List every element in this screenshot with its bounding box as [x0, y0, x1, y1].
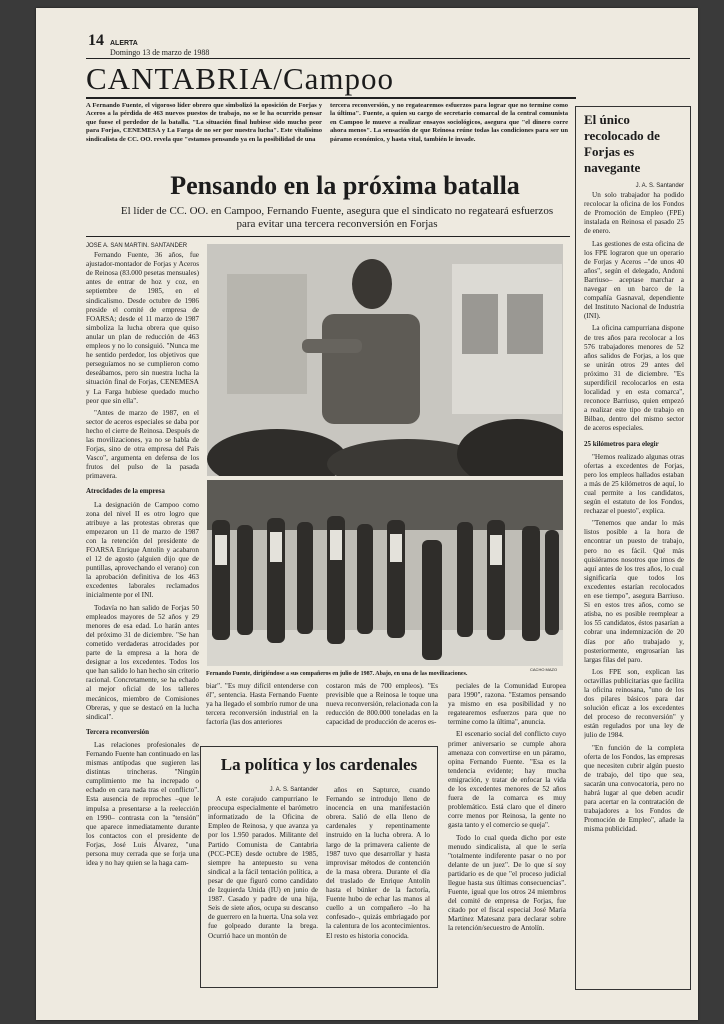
page-number: 14 — [88, 32, 104, 49]
article-column-2 — [206, 682, 318, 744]
paragraph: costaron más de 700 empleos). "Es previsible que a Reinosa le toque una nueva reconversión, relacionada con la reducción de 800.000 toneladas en la capacidad de producción de aceros es- — [326, 682, 438, 727]
paragraph: A este corajudo campurriano le preocupa especialmente el barómetro informatizado de la Oficina de Empleo de Reinosa, y que avanza ya por los 1.950 parados. Militante del Partido Comunista de Cantabria (PCC-PCE) desde octubre de 1985, siempre ha antepuesto su vena sindical a la fácil tentación política, a pesar de que figuró como candidato de Izquierda Unida (IU) en junio de 1987. Casado y padre de una hija, Seis de siete años, ocupa su descanso de guerrero en la huerta. Una sola vez fue golpeado durante la brega. Ocurrió hace un montón de — [208, 795, 318, 940]
section-rule — [86, 97, 576, 99]
subhead: Atrocidades de la empresa — [86, 487, 165, 496]
paragraph: Las relaciones profesionales de Fernando Fuente han continuado en las mismas antípodas que sugieren las distintas trincheras. "Ningún cumplimiento me ha increpado o echado en cara nada tras el conflicto". Esta ausencia de reproches –que le impulsa a presentarse a la reelección en 1990– contrasta con la "tensión" que aparece inmediatamente durante los contactos con el presidente de Forjas, José Luis Álvarez, "una persona muy cerrada que se forja una idea y no hay quien se la haga cam- — [86, 740, 199, 868]
paragraph: La designación de Campoo como zona del nivel II es otro logro que atribuye a las protestas obreras que empezaron un 11 de marzo de 1987 con la retención del presidente de FOARSA Enrique Antolín y acabaron el 12 de agosto (alguien dijo que de puntillas, aprovechando el verano) con la aprobación definitiva de los 463 excedentes laborales reclamados inicialmente por el INI. — [86, 500, 199, 600]
article-column-3 — [326, 682, 438, 744]
photo-caption: Fernando Fuente, dirigiéndose a sus compañeros en julio de 1987. Abajo, en una de las movilizaciones. — [206, 671, 468, 677]
lede-right: tercera reconversión, y no regatearemos esfuerzos para lograr que no termine como la última". Fuente, a quien su cargo de secretario comarcal de la central comunista en Campoo le mueve a realizar ensayos sociológicos, asegura que "el dinero corre ahora menos". La sensación de que Reinosa reúne todas las condiciones para ser un páramo económico, y hasta vital, también le invade. — [330, 102, 568, 143]
paragraph: "Hemos realizado algunas otras ofertas a excedentes de Forjas, pero los empleos hallados estaban a más de 25 kilómetros de aquí, lo cual permite a los candidatos, según el estatuto de los Fondos, rechazar el puesto", explica. — [584, 452, 684, 516]
sidebar-column — [584, 112, 684, 984]
paragraph: "Antes de marzo de 1987, en el sector de aceros especiales se daba por hecho el cierre de Reinosa. Después de las movilizaciones, ya no se habla de Forjas, sino de otra empresa del País Vasco", argumenta en defensa de los frutos del pulso de la pasada primavera. — [86, 408, 199, 481]
secondary-article-column-2 — [326, 786, 430, 984]
issue-date: Domingo 13 de marzo de 1988 — [110, 48, 210, 57]
lede-left: A Fernando Fuente, el vigoroso líder obrero que simbolizó la oposición de Forjas y Aceros a la pérdida de 463 nuevos puestos de trabajo, no se le ha ocurrido pensar que fuese el perdedor de la batalla. "La situación final hubiese sido mucho peor para Forjas, CENEMESA y La Farga de no ser por nuestra lucha". Este vitalísimo sindicalista de CC. OO. revela que "estamos pensando ya en la posibilidad de una — [86, 102, 322, 143]
paragraph: Las gestiones de esta oficina de los FPE lograron que un operario de Forjas y Aceros –"de unos 40 años", según el delegado, Andoni Barriuso– aceptase marchar a navegar en un barco de la compañía Gasnaval, dependiente del Instituto Nacional de Industria (INI). — [584, 239, 684, 321]
header-rule — [86, 58, 690, 59]
paragraph: Todavía no han salido de Forjas 50 empleados mayores de 52 años y 29 menores de esa edad. Lo harán antes del próximo 31 de diciembre. "Se han cometido verdaderas atrocidades por parte de la empresa a la hora de designar a los excedentes. Todos los que han salido lo han hecho sin criterio racional. Concretamente, se ha echado al mejor oficial de los talleres mecánicos, miembro de Comisiones Obreras, y que se destacó en la lucha sindical". — [86, 603, 199, 721]
photo-portrait — [207, 244, 563, 476]
paragraph: Un solo trabajador ha podido recolocar la oficina de los Fondos de Promoción de Empleo (FPE) instalada en Reinosa el pasado 25 de enero. — [584, 191, 684, 236]
article-column-4 — [448, 682, 566, 988]
photo-credit: CACHO MAZO — [530, 667, 558, 672]
masthead-logo: ALERTA — [110, 40, 138, 47]
photo-march-image — [207, 480, 563, 666]
byline: JOSE A. SAN MARTIN. SANTANDER — [86, 243, 188, 249]
sidebar-title: El único recolocado de Forjas es navegante — [584, 112, 660, 175]
paragraph: años en Sapturce, cuando Fernando se introdujo lleno de inocencia en una manifestación obrera. Salió de ella lleno de cardenales y repentinamente instruido en la lucha obrera. A lo largo de la primavera caliente de 1987 tuvo que desarrollar y hasta improvisar métodos de contención de la masa obrera. Durante el día del traslado de Enrique Antolín hasta el búnker de la factoría, Fuente hubo de echar las manos al cuello a un compañero –lo ha confesado–, quizás embriagado por la calentura de los acontecimientos. El resto es historia conocida. — [326, 786, 430, 940]
paragraph: "Tenemos que andar lo más listos posible a la hora de encontrar un puesto de trabajo, pero no es fácil. Qué más quisiéramos nosotros que irnos de aquí antes de los tres años, lo cual significaría que todos los excedentes estarían recolocados en ese tiempo", asegura Barriuso. Si en estos tres años, como se atisba, no es posible reemplear a los 55 candidatos, éstos pasarían a cobrar una indemnización de 20 días por año trabajado y, posteriormente, engrosarían las largas filas del paro. — [584, 519, 684, 664]
paragraph: La oficina campurriana dispone de tres años para recolocar a los 576 trabajadores menores de 52 años salidos de Forjas, a los que se unirán otros 29 antes del próximo 31 de diciembre. "Es superdifícil recolocarlos en esta localidad y en esta comarca", reconoce Barriuso, quien empezó a realizar este tipo de trabajo en Bilbao, dentro del mismo sector de aceros especiales. — [584, 324, 684, 433]
secondary-article-title: La política y los cardenales — [220, 755, 418, 774]
subhead: 25 kilómetros para elegir — [584, 439, 659, 448]
masthead — [110, 38, 209, 57]
photo-march — [207, 480, 563, 666]
byline: J. A. S. Santander — [269, 787, 318, 793]
paragraph: "En función de la completa oferta de los Fondos, las empresas que necesiten cubrir algún puesto de trabajo, del tipo que sea, sacarán una convocatoria, pero no habrá lugar al que deben acudir para acertar en la contratación de trabajadores a los Fondos de Promoción de Empleo", añade la misma publicidad. — [584, 743, 684, 834]
deck: El líder de CC. OO. en Campoo, Fernando Fuente, asegura que el sindicato no regateará esfuerzos para evitar una tercera reconversión en Forjas — [120, 205, 554, 230]
paragraph: Todo lo cual queda dicho por este menudo sindicalista, al que le sería "totalmente indiferente pasar o no por delante de un juez". De lo que sí soy partidario es de que "el proceso judicial llegue hasta sus últimas consecuencias". Fuente, igual que los otros 24 miembros del comité de empresa de Forjas, fue citado por el fiscal especial José María Martínez Matesanz para declarar sobre la retención/secuestro de Antolín. — [448, 833, 566, 933]
paragraph: Fernando Fuente, 36 años, fue ajustador-montador de Forjas y Aceros de Reinosa (83.000 pesetas mensuales) antes de entrar de hoz y coz, en septiembre de 1985, en el sindicalismo. Desde octubre de 1986 preside el comité de empresa de FOARSA; desde el 11 marzo de 1987 simboliza la lucha obrera que quiso anular un plan de reducción de 463 empleos y no lo consiguió. "Nunca me he sentido perdedor, los objetivos que perseguíamos no se cumplieron como deseábamos, pero sin nuestra lucha la situación final de Forjas, CENEMESA y La Farga hubiese quedado mucho peor que sin ella". — [86, 251, 199, 405]
subhead: Tercera reconversión — [86, 727, 150, 736]
page-header — [88, 32, 209, 57]
paragraph: biar". "Es muy difícil entenderse con él", sentencia. Hasta Fernando Fuente ya ha llegado el sombrío rumor de una tercera reconversión industrial en la factoría (las dos anteriores — [206, 682, 318, 727]
secondary-article-column-1 — [208, 786, 318, 984]
byline: J. A. S. Santander — [635, 183, 684, 189]
paragraph: Los FPE son, explican las octavillas publicitarias que facilita la oficina reinosana, "uno de los dos pilares básicos para dar solución eficaz a los excedentes del proceso de reconversión" y están regulados por una ley de julio de 1984. — [584, 667, 684, 740]
section-title: CANTABRIA/Campoo — [86, 61, 395, 96]
paragraph: peciales de la Comunidad Europea para 1990", razona. "Estamos pensando ya mismo en esa posibilidad y no regatearemos esfuerzos para que no termine como la última", anuncia. — [448, 682, 566, 727]
headline: Pensando en la próxima batalla — [170, 171, 520, 200]
article-column-1 — [86, 242, 199, 990]
photo-portrait-image — [207, 244, 563, 476]
paragraph: El escenario social del conflicto cuyo primer aniversario se cumple ahora amenaza con convertirse en un páramo, opina Fernando Fuente. "Esa es la tendencia evidente; hay mucha emigración, y tratar de enfocar la vida de los excedentes menores de 52 años fuera de la comarca es muy problemático. Está claro que el dinero corre menos por Reinosa, la gente no gasta tanto y el comercio se queja". — [448, 730, 566, 830]
deck-rule — [86, 236, 570, 237]
